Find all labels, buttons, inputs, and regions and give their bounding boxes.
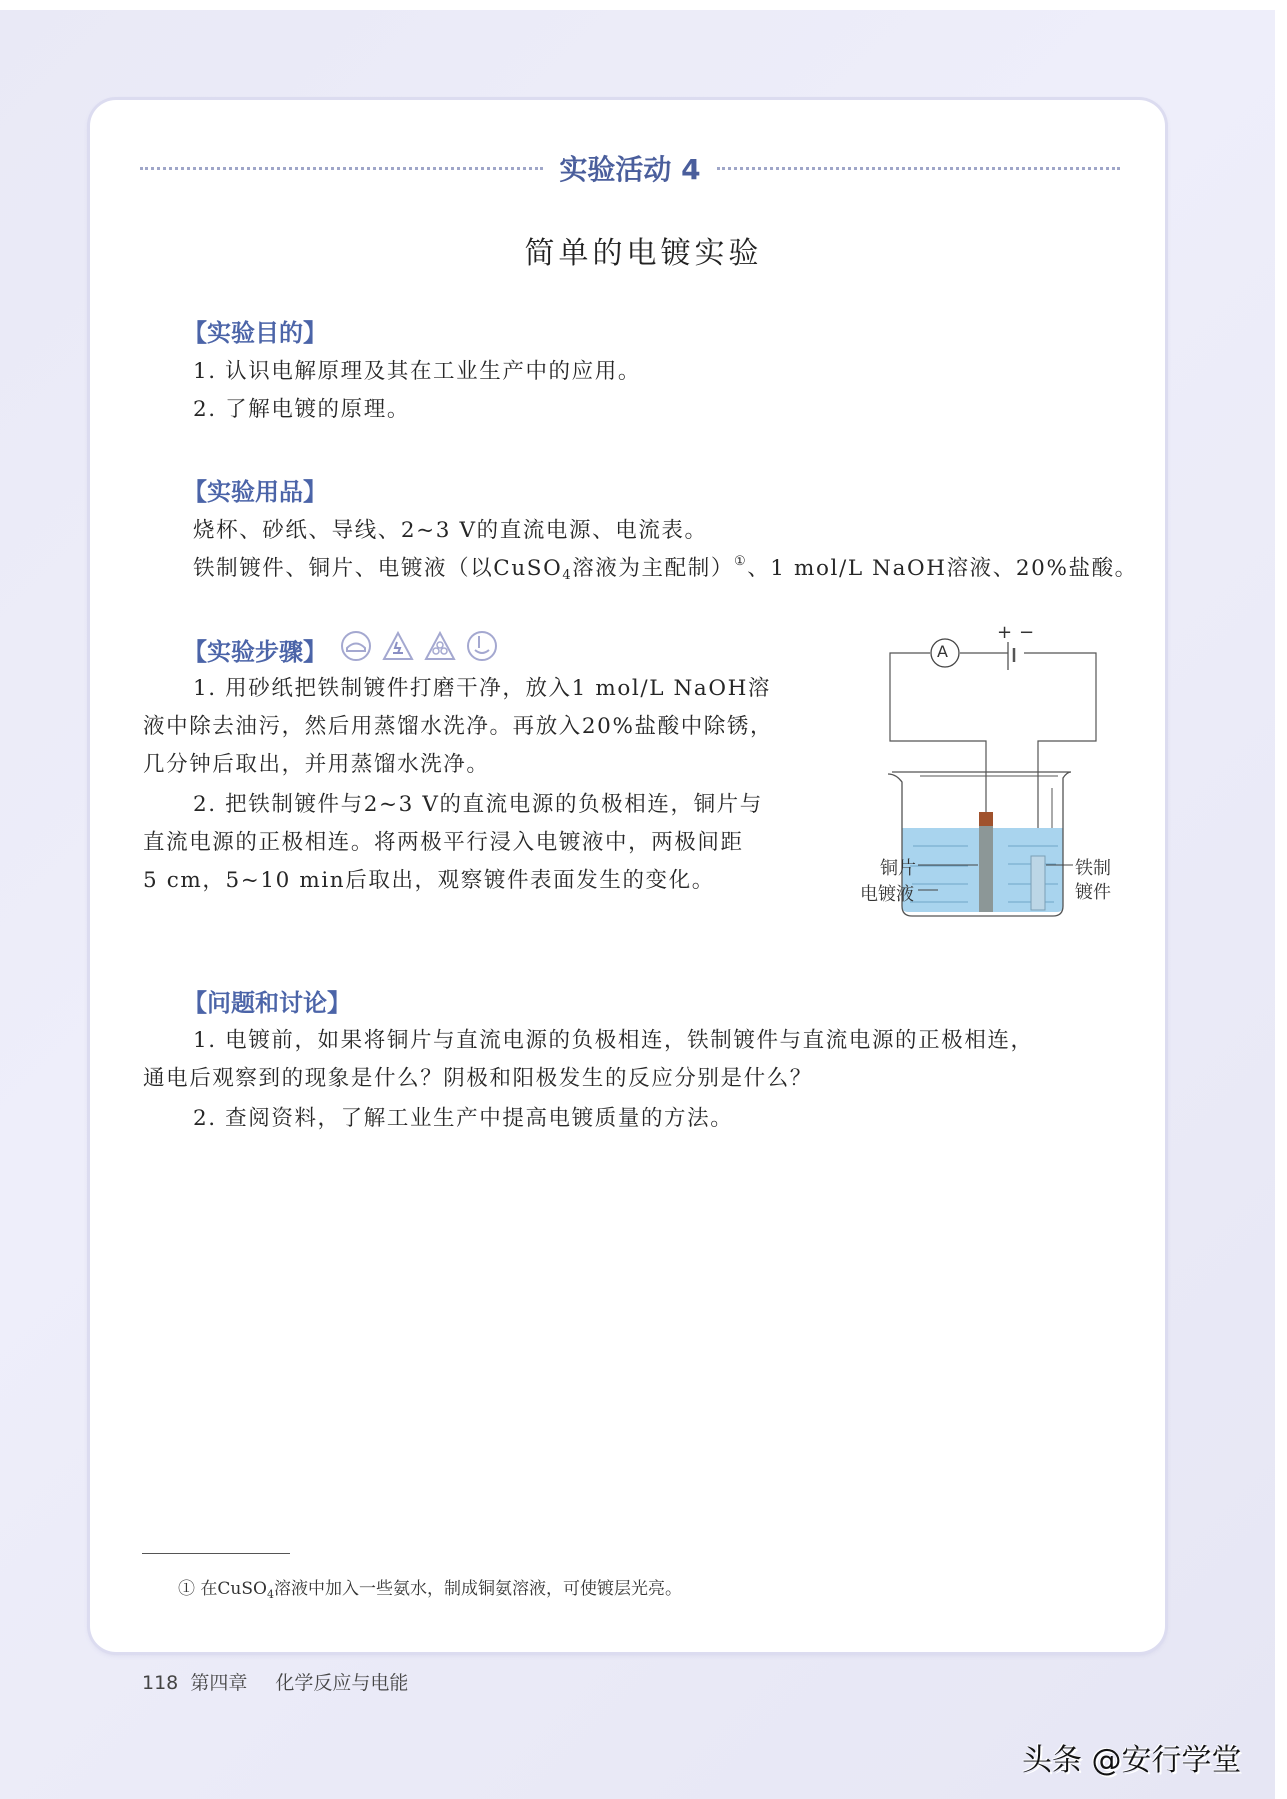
step2-line-3: 5 cm，5~10 min后取出，观察镀件表面发生的变化。 xyxy=(143,868,715,893)
page-number: 118 xyxy=(142,1672,179,1694)
step2-line-1: 2. 把铁制镀件与2~3 V的直流电源的负极相连，铜片与 xyxy=(193,792,763,817)
discussion-line-2: 通电后观察到的现象是什么？阴极和阳极发生的反应分别是什么？ xyxy=(143,1066,813,1091)
footnote-rule xyxy=(142,1553,290,1554)
ammeter-label: A xyxy=(937,642,948,661)
footnote-ref[interactable]: ① xyxy=(733,554,748,569)
watermark: 头条 @安行学堂 xyxy=(1022,1743,1242,1778)
goggles-icon xyxy=(340,630,372,662)
activity-title: 实验活动 4 xyxy=(559,153,701,186)
hand-wash-icon xyxy=(466,630,498,662)
hazard-icons xyxy=(340,630,498,662)
text: 、1 mol/L NaOH溶液、20%盐酸。 xyxy=(747,556,1138,581)
chapter-title: 化学反应与电能 xyxy=(275,1672,409,1694)
chapter-label: 第四章 xyxy=(190,1672,248,1694)
battery-minus-label: − xyxy=(1019,622,1035,643)
discussion-line-3: 2. 查阅资料，了解工业生产中提高电镀质量的方法。 xyxy=(193,1106,734,1131)
footnote xyxy=(178,1574,682,1601)
step2-line-2: 直流电源的正极相连。将两极平行浸入电镀液中，两极间距 xyxy=(143,830,744,855)
text: 溶液为主配制） xyxy=(572,556,734,581)
step1-line-3: 几分钟后取出，并用蒸馏水洗净。 xyxy=(143,752,490,777)
discussion-line-1: 1. 电镀前，如果将铜片与直流电源的负极相连，铁制镀件与直流电源的正极相连， xyxy=(193,1028,1034,1053)
materials-line-2 xyxy=(193,551,1138,583)
electroplating-diagram xyxy=(860,622,1118,920)
section-heading-discussion: 【问题和讨论】 xyxy=(183,989,351,1017)
dotted-rule-left xyxy=(140,167,543,170)
materials-line-1: 烧杯、砂纸、导线、2~3 V的直流电源、电流表。 xyxy=(193,518,708,543)
text: 铁制镀件、铜片、电镀液（以CuSO xyxy=(193,556,563,581)
page-footer xyxy=(142,1668,408,1695)
dotted-rule-right xyxy=(717,167,1120,170)
section-heading-purpose: 【实验目的】 xyxy=(183,319,327,347)
solution-label: 电镀液 xyxy=(860,884,914,905)
text: 溶液中加入一些氨水，制成铜氨溶液，可使镀层光亮。 xyxy=(273,1579,682,1599)
iron-label-2: 镀件 xyxy=(1075,882,1111,903)
purpose-item-2: 2. 了解电镀的原理。 xyxy=(193,397,410,422)
electric-hazard-icon xyxy=(382,630,414,662)
step1-line-1: 1. 用砂纸把铁制镀件打磨干净，放入1 mol/L NaOH溶 xyxy=(193,676,772,701)
copper-label: 铜片 xyxy=(880,858,916,879)
fan-ventilation-icon xyxy=(424,630,456,662)
purpose-item-1: 1. 认识电解原理及其在工业生产中的应用。 xyxy=(193,359,641,384)
iron-label-1: 铁制 xyxy=(1075,858,1111,879)
text: ① 在CuSO xyxy=(178,1579,267,1599)
document-title: 简单的电镀实验 xyxy=(524,236,763,271)
subscript: 4 xyxy=(266,1588,274,1601)
section-heading-steps: 【实验步骤】 xyxy=(183,638,327,666)
subscript: 4 xyxy=(562,568,573,583)
activity-header xyxy=(140,150,1120,186)
battery-plus-label: + xyxy=(997,622,1013,643)
step1-line-2: 液中除去油污，然后用蒸馏水洗净。再放入20%盐酸中除锈， xyxy=(143,714,774,739)
section-heading-materials: 【实验用品】 xyxy=(183,478,327,506)
